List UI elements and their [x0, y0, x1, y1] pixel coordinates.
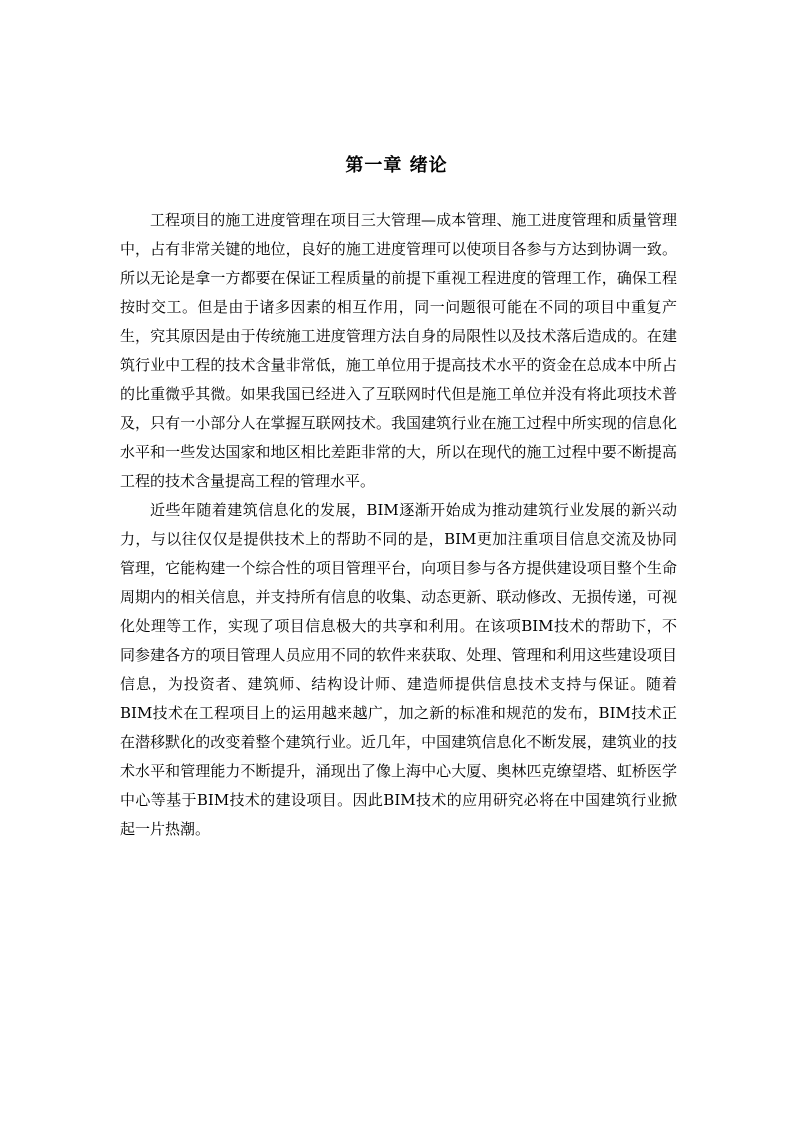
paragraph: 近些年随着建筑信息化的发展，BIM逐渐开始成为推动建筑行业发展的新兴动力，与以往仅仅是提供技术上的帮助不同的是，BIM更加注重项目信息交流及协同管理，它能构建一个综合性的项目管理平台，向项目参与各方提供建设项目整个生命周期内的相关信息，并支持所有信息的收集、动态更新、联动修改、无损传递，可视化处理等工作，实现了项目信息极大的共享和利用。在该项BIM技术的帮助下，不同参建各方的项目管理人员应用不同的软件来获取、处理、管理和利用这些建设项目信息，为投资者、建筑师、结构设计师、建造师提供信息技术支持与保证。随着BIM技术在工程项目上的运用越来越广，加之新的标准和规范的发布，BIM技术正在潜移默化的改变着整个建筑行业。近几年，中国建筑信息化不断发展，建筑业的技术水平和管理能力不断提升，涌现出了像上海中心大厦、奥林匹克缭望塔、虹桥医学中心等基于BIM技术的建设项目。因此BIM技术的应用研究必将在中国建筑行业掀起一片热潮。 — [120, 501, 677, 838]
paragraph: 工程项目的施工进度管理在项目三大管理—成本管理、施工进度管理和质量管理中，占有非常关键的地位，良好的施工进度管理可以使项目各参与方达到协调一致。所以无论是拿一方都要在保证工程质量的前提下重视工程进度的管理工作，确保工程按时交工。但是由于诸多因素的相互作用，同一问题很可能在不同的项目中重复产生，究其原因是由于传统施工进度管理方法自身的局限性以及技术落后造成的。在建筑行业中工程的技术含量非常低，施工单位用于提高技术水平的资金在总成本中所占的比重微乎其微。如果我国已经进入了互联网时代但是施工单位并没有将此项技术普及，只有一小部分人在掌握互联网技术。我国建筑行业在施工过程中所实现的信息化水平和一些发达国家和地区相比差距非常的大，所以在现代的施工过程中要不断提高工程的技术含量提高工程的管理水平。 — [120, 211, 677, 490]
body-text — [120, 206, 677, 844]
chapter-title: 第一章 绪论 — [345, 155, 448, 176]
